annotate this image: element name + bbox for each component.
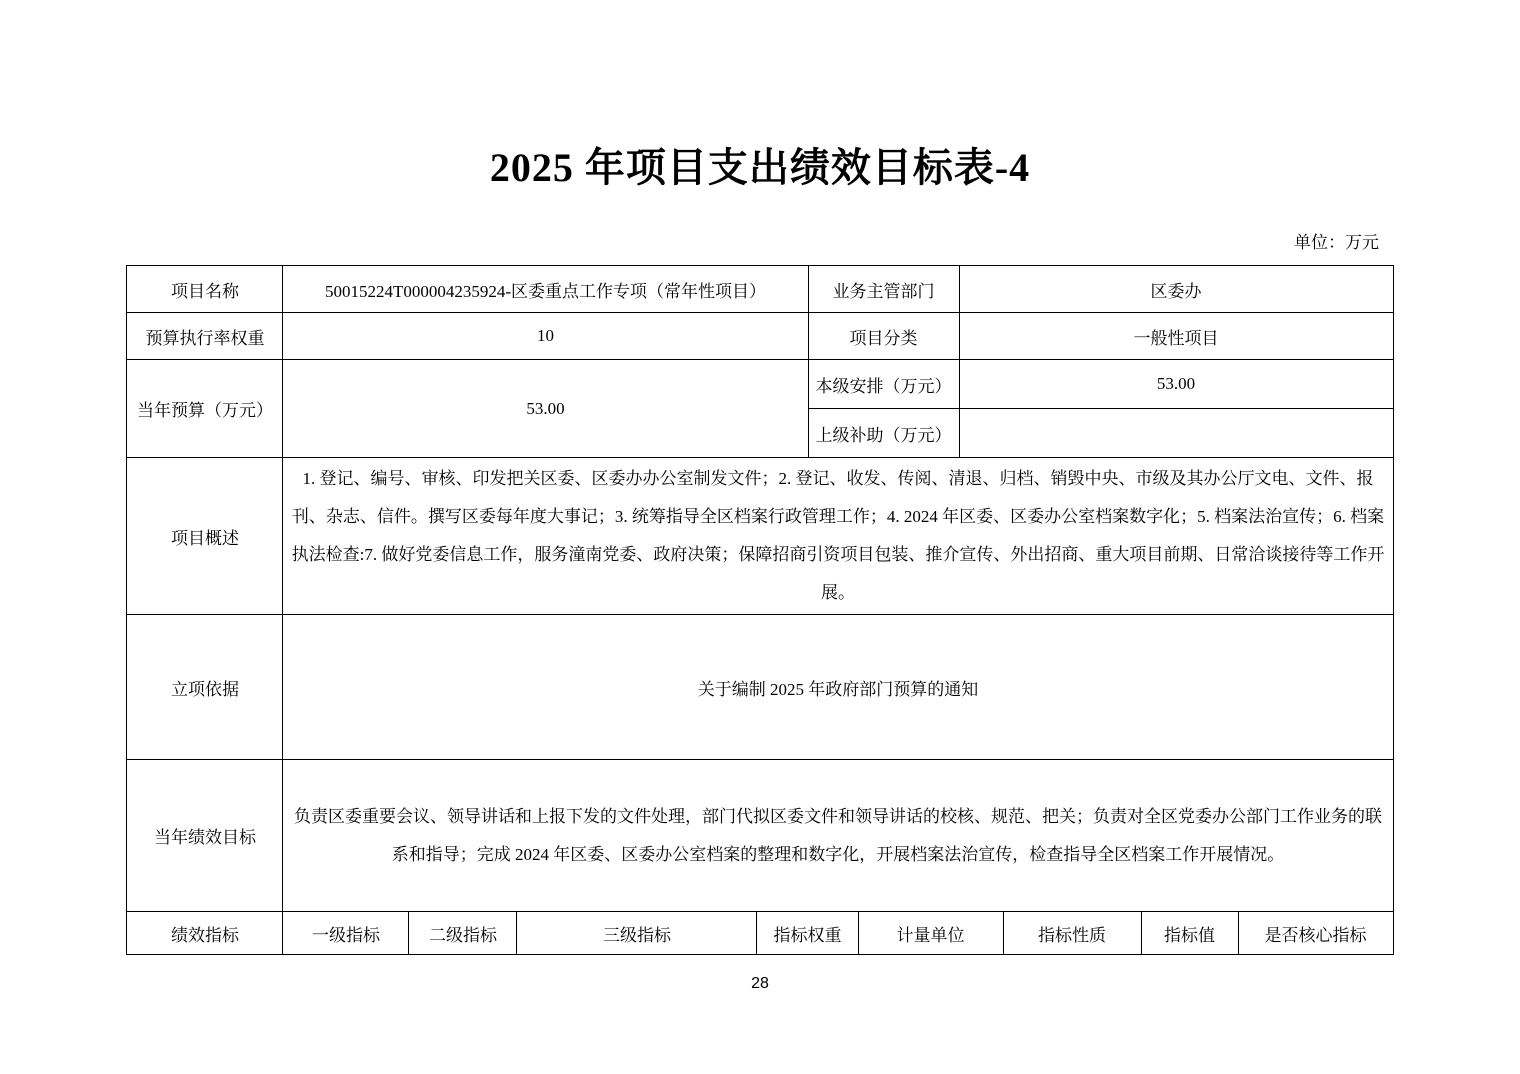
indicator-header-row — [127, 912, 1393, 955]
annual-performance-goal-label: 当年绩效目标 — [127, 760, 283, 912]
core-indicator-header: 是否核心指标 — [1238, 912, 1393, 955]
indicator-value-header: 指标值 — [1141, 912, 1238, 955]
level3-indicator-header: 三级指标 — [517, 912, 757, 955]
level2-indicator-header: 二级指标 — [409, 912, 517, 955]
annual-budget-value: 53.00 — [283, 360, 808, 458]
superior-subsidy-value — [959, 409, 1393, 458]
performance-target-table — [126, 265, 1393, 955]
table-row — [127, 266, 1393, 313]
establishment-basis-label: 立项依据 — [127, 615, 283, 760]
table-row — [127, 615, 1393, 760]
local-arrangement-value: 53.00 — [959, 360, 1393, 409]
level1-indicator-header: 一级指标 — [283, 912, 409, 955]
measure-unit-header: 计量单位 — [858, 912, 1003, 955]
table-row — [127, 313, 1393, 360]
project-overview-text: 1. 登记、编号、审核、印发把关区委、区委办办公室制发文件；2. 登记、收发、传阅、清退、归档、销毁中央、市级及其办公厅文电、文件、报刊、杂志、信件。撰写区委每年度大事记；3. 统筹指导全区档案行政管理工作；4. 2024 年区委、区委办公室档案数字化；5. 档案法治宣传；6. 档案执法检查:7. 做好党委信息工作，服务潼南党委、政府决策；保障招商引资项目包装、推介宣传、外出招商、重大项目前期、日常洽谈接待等工作开展。 — [283, 458, 1393, 615]
table-row — [127, 760, 1393, 912]
project-name-value: 50015224T000004235924-区委重点工作专项（常年性项目） — [283, 266, 808, 313]
budget-execution-weight-label: 预算执行率权重 — [127, 313, 283, 360]
indicator-nature-header: 指标性质 — [1003, 912, 1141, 955]
project-category-value: 一般性项目 — [959, 313, 1393, 360]
page-title: 2025 年项目支出绩效目标表-4 — [489, 145, 1031, 190]
department-value: 区委办 — [959, 266, 1393, 313]
unit-label: 单位：万元 — [1294, 233, 1379, 252]
local-arrangement-label: 本级安排（万元） — [808, 360, 959, 409]
project-name-label: 项目名称 — [127, 266, 283, 313]
superior-subsidy-label: 上级补助（万元） — [808, 409, 959, 458]
budget-execution-weight-value: 10 — [283, 313, 808, 360]
annual-budget-label: 当年预算（万元） — [127, 360, 283, 458]
performance-indicator-header: 绩效指标 — [127, 912, 283, 955]
table-row — [127, 458, 1393, 615]
table-row — [127, 360, 1393, 409]
project-category-label: 项目分类 — [808, 313, 959, 360]
page-number: 28 — [751, 975, 769, 992]
department-label: 业务主管部门 — [808, 266, 959, 313]
establishment-basis-text: 关于编制 2025 年政府部门预算的通知 — [283, 615, 1393, 760]
project-overview-label: 项目概述 — [127, 458, 283, 615]
indicator-weight-header: 指标权重 — [757, 912, 858, 955]
annual-performance-goal-text: 负责区委重要会议、领导讲话和上报下发的文件处理，部门代拟区委文件和领导讲话的校核、规范、把关；负责对全区党委办公部门工作业务的联系和指导；完成 2024 年区委、区委办公室档案的整理和数字化，开展档案法治宣传，检查指导全区档案工作开展情况。 — [283, 760, 1393, 912]
